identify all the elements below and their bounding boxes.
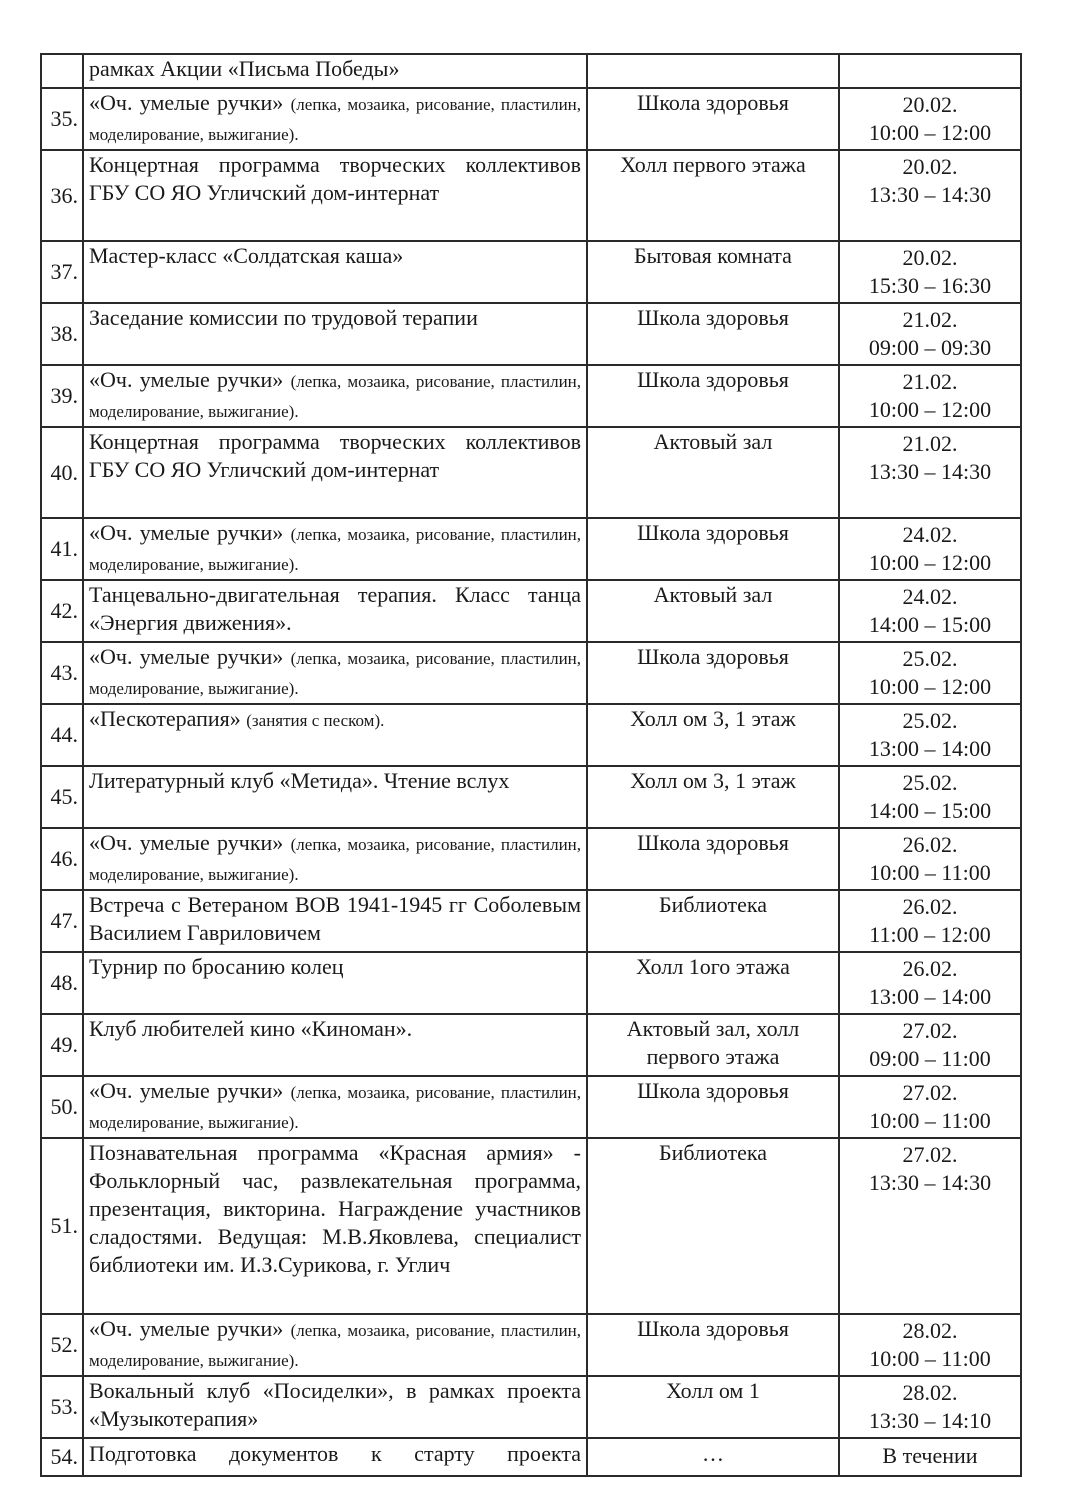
row-number: 47. <box>41 890 83 952</box>
activity-cell <box>83 1076 587 1138</box>
row-number: 44. <box>41 704 83 766</box>
row-number <box>41 54 83 88</box>
activity-cell <box>83 828 587 890</box>
row-number: 45. <box>41 766 83 828</box>
location-cell: Школа здоровья <box>587 518 839 580</box>
activity-title: Концертная программа творческих коллективов ГБУ СО ЯО Угличский дом-интернат <box>89 152 581 205</box>
activity-title: Вокальный клуб «Посиделки», в рамках проекта «Музыкотерапия» <box>89 1378 581 1431</box>
row-number: 38. <box>41 303 83 365</box>
row-number: 43. <box>41 642 83 704</box>
table-row <box>41 890 1021 952</box>
row-number: 37. <box>41 241 83 303</box>
datetime-cell <box>839 1376 1021 1438</box>
activity-cell <box>83 766 587 828</box>
row-number: 41. <box>41 518 83 580</box>
table-row <box>41 1138 1021 1314</box>
activity-note: (лепка, мозаика, рисование, пластилин, моделирование, выжигание). <box>89 835 582 884</box>
activity-cell <box>83 890 587 952</box>
activity-title: Подготовка документов к старту проекта <box>89 1441 581 1466</box>
activity-title: «Оч. умелые ручки» <box>89 1316 284 1341</box>
location-cell: Школа здоровья <box>587 303 839 365</box>
activity-cell <box>83 365 587 427</box>
event-time: 09:00 – 11:00 <box>869 1046 991 1071</box>
event-time: 10:00 – 12:00 <box>868 674 992 699</box>
location-cell: Холл ом 3, 1 этаж <box>587 766 839 828</box>
event-time: 13:00 – 14:00 <box>868 984 992 1009</box>
event-date: 26.02. <box>902 956 958 981</box>
table-row <box>41 1438 1021 1476</box>
activity-note: (лепка, мозаика, рисование, пластилин, моделирование, выжигание). <box>89 372 582 421</box>
event-time: 13:00 – 14:00 <box>868 736 992 761</box>
location-cell: Школа здоровья <box>587 828 839 890</box>
event-date: 25.02. <box>902 708 958 733</box>
datetime-cell <box>839 1438 1021 1476</box>
activity-cell <box>83 642 587 704</box>
row-number: 35. <box>41 88 83 150</box>
location-cell: Библиотека <box>587 890 839 952</box>
datetime-cell <box>839 241 1021 303</box>
event-time: 10:00 – 12:00 <box>868 120 992 145</box>
event-date: 28.02. <box>902 1318 958 1343</box>
location-cell: Школа здоровья <box>587 88 839 150</box>
table-row <box>41 241 1021 303</box>
activity-title: Познавательная программа «Красная армия» - Фольклорный час, развлекательная программа, презентация, викторина. Награждение участников сладостями. Ведущая: М.В.Яковлева, специалист библиотеки им. И.З.Сурикова, г. Углич <box>89 1140 581 1277</box>
activity-title: Мастер-класс «Солдатская каша» <box>89 243 404 268</box>
activity-title: Встреча с Ветераном ВОВ 1941-1945 гг Соболевым Василием Гавриловичем <box>89 892 581 945</box>
activity-note: (лепка, мозаика, рисование, пластилин, моделирование, выжигание). <box>89 525 582 574</box>
datetime-cell <box>839 365 1021 427</box>
event-date: 21.02. <box>902 307 958 332</box>
table-row <box>41 704 1021 766</box>
activity-title: «Оч. умелые ручки» <box>89 830 284 855</box>
datetime-cell <box>839 1138 1021 1314</box>
row-number: 53. <box>41 1376 83 1438</box>
activity-title: «Оч. умелые ручки» <box>89 644 284 669</box>
datetime-cell <box>839 303 1021 365</box>
event-date: 25.02. <box>902 770 958 795</box>
event-date: 20.02. <box>902 245 958 270</box>
location-cell: Бытовая комната <box>587 241 839 303</box>
activity-note: (лепка, мозаика, рисование, пластилин, моделирование, выжигание). <box>89 649 582 698</box>
event-date: В течении <box>882 1443 978 1468</box>
event-date: 20.02. <box>902 154 958 179</box>
activity-cell <box>83 580 587 642</box>
activity-title: Концертная программа творческих коллективов ГБУ СО ЯО Угличский дом-интернат <box>89 429 581 482</box>
table-row <box>41 1314 1021 1376</box>
activity-title: Литературный клуб «Метида». Чтение вслух <box>89 768 510 793</box>
datetime-cell <box>839 952 1021 1014</box>
event-time: 11:00 – 12:00 <box>869 922 991 947</box>
row-number: 52. <box>41 1314 83 1376</box>
location-cell: Школа здоровья <box>587 642 839 704</box>
event-time: 09:00 – 09:30 <box>868 335 992 360</box>
activity-title: «Пескотерапия» <box>89 706 241 731</box>
table-row <box>41 518 1021 580</box>
location-cell: Холл первого этажа <box>587 150 839 241</box>
table-row <box>41 642 1021 704</box>
datetime-cell <box>839 1014 1021 1076</box>
location-cell: Холл 1ого этажа <box>587 952 839 1014</box>
activity-cell <box>83 241 587 303</box>
location-cell: Школа здоровья <box>587 1076 839 1138</box>
location-cell: Школа здоровья <box>587 365 839 427</box>
event-time: 13:30 – 14:30 <box>868 1170 992 1195</box>
activity-cell <box>83 518 587 580</box>
row-number: 42. <box>41 580 83 642</box>
row-number: 39. <box>41 365 83 427</box>
activity-title: «Оч. умелые ручки» <box>89 90 284 115</box>
event-time: 14:00 – 15:00 <box>868 798 992 823</box>
location-cell <box>587 54 839 88</box>
activity-cell <box>83 952 587 1014</box>
table-row <box>41 828 1021 890</box>
table-row <box>41 88 1021 150</box>
event-date: 26.02. <box>902 832 958 857</box>
event-date: 25.02. <box>902 646 958 671</box>
event-time: 10:00 – 11:00 <box>869 860 991 885</box>
datetime-cell <box>839 704 1021 766</box>
event-date: 27.02. <box>902 1080 958 1105</box>
activity-cell <box>83 1376 587 1438</box>
event-date: 28.02. <box>902 1380 958 1405</box>
activity-note: (лепка, мозаика, рисование, пластилин, моделирование, выжигание). <box>89 1083 582 1132</box>
activity-title: «Оч. умелые ручки» <box>89 1078 284 1103</box>
activity-title: Танцевально-двигательная терапия. Класс танца «Энергия движения». <box>89 582 581 635</box>
activity-cell <box>83 704 587 766</box>
event-time: 10:00 – 12:00 <box>868 397 992 422</box>
event-date: 24.02. <box>902 584 958 609</box>
activity-note: (занятия с песком). <box>246 711 385 730</box>
row-number: 36. <box>41 150 83 241</box>
row-number: 50. <box>41 1076 83 1138</box>
event-time: 13:30 – 14:30 <box>868 182 992 207</box>
activity-cell <box>83 1438 587 1476</box>
activity-cell <box>83 303 587 365</box>
activity-cell <box>83 1314 587 1376</box>
activity-title: Турнир по бросанию колец <box>89 954 344 979</box>
event-time: 13:30 – 14:30 <box>868 459 992 484</box>
activity-note: (лепка, мозаика, рисование, пластилин, моделирование, выжигание). <box>89 1321 582 1370</box>
activity-cell <box>83 88 587 150</box>
row-number: 54. <box>41 1438 83 1476</box>
activity-title: Заседание комиссии по трудовой терапии <box>89 305 478 330</box>
schedule-table <box>40 53 1022 1477</box>
datetime-cell <box>839 766 1021 828</box>
activity-title: «Оч. умелые ручки» <box>89 367 284 392</box>
location-cell: Библиотека <box>587 1138 839 1314</box>
activity-title: «Оч. умелые ручки» <box>89 520 284 545</box>
location-cell: Школа здоровья <box>587 1314 839 1376</box>
table-row <box>41 580 1021 642</box>
event-date: 24.02. <box>902 522 958 547</box>
location-cell: Холл ом 3, 1 этаж <box>587 704 839 766</box>
table-row <box>41 365 1021 427</box>
table-row <box>41 766 1021 828</box>
activity-cell <box>83 1014 587 1076</box>
event-time: 10:00 – 11:00 <box>869 1108 991 1133</box>
datetime-cell <box>839 518 1021 580</box>
event-date: 27.02. <box>902 1018 958 1043</box>
row-number: 40. <box>41 427 83 518</box>
location-cell: Актовый зал, холл первого этажа <box>587 1014 839 1076</box>
datetime-cell <box>839 150 1021 241</box>
event-time: 13:30 – 14:10 <box>868 1408 992 1433</box>
datetime-cell <box>839 642 1021 704</box>
row-number: 46. <box>41 828 83 890</box>
location-cell: … <box>587 1438 839 1476</box>
datetime-cell <box>839 427 1021 518</box>
event-date: 26.02. <box>902 894 958 919</box>
datetime-cell <box>839 1076 1021 1138</box>
activity-cell <box>83 150 587 241</box>
row-number: 51. <box>41 1138 83 1314</box>
table-row <box>41 1376 1021 1438</box>
datetime-cell <box>839 828 1021 890</box>
table-row <box>41 952 1021 1014</box>
event-time: 10:00 – 12:00 <box>868 550 992 575</box>
event-date: 20.02. <box>902 92 958 117</box>
event-time: 14:00 – 15:00 <box>868 612 992 637</box>
event-date: 27.02. <box>902 1142 958 1167</box>
location-cell: Холл ом 1 <box>587 1376 839 1438</box>
activity-cell <box>83 427 587 518</box>
location-cell: Актовый зал <box>587 427 839 518</box>
datetime-cell <box>839 54 1021 88</box>
location-cell: Актовый зал <box>587 580 839 642</box>
activity-note: (лепка, мозаика, рисование, пластилин, моделирование, выжигание). <box>89 95 582 144</box>
table-row <box>41 303 1021 365</box>
event-date: 21.02. <box>902 369 958 394</box>
datetime-cell <box>839 1314 1021 1376</box>
table-row <box>41 54 1021 88</box>
table-row <box>41 1014 1021 1076</box>
datetime-cell <box>839 580 1021 642</box>
table-row <box>41 150 1021 241</box>
row-number: 48. <box>41 952 83 1014</box>
datetime-cell <box>839 890 1021 952</box>
event-time: 15:30 – 16:30 <box>868 273 992 298</box>
table-row <box>41 427 1021 518</box>
event-time: 10:00 – 11:00 <box>869 1346 991 1371</box>
activity-cell <box>83 54 587 88</box>
row-number: 49. <box>41 1014 83 1076</box>
table-row <box>41 1076 1021 1138</box>
activity-title: Клуб любителей кино «Киноман». <box>89 1016 413 1041</box>
activity-cell <box>83 1138 587 1314</box>
schedule-body <box>41 54 1021 1476</box>
event-date: 21.02. <box>902 431 958 456</box>
activity-title: рамках Акции «Письма Победы» <box>89 56 400 81</box>
datetime-cell <box>839 88 1021 150</box>
